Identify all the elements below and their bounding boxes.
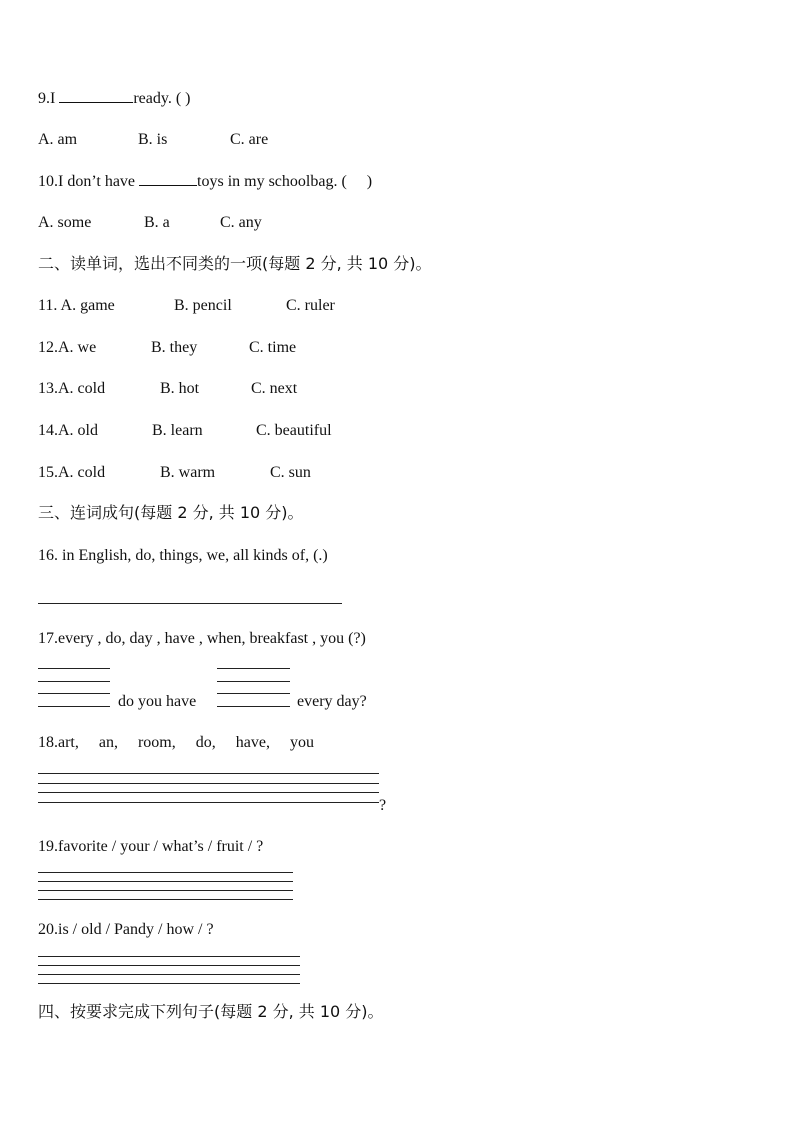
- option-b[interactable]: B. they: [151, 339, 198, 356]
- question-number: 19.: [38, 838, 58, 855]
- question-number: 11.: [38, 297, 58, 314]
- answer-line[interactable]: [38, 792, 379, 793]
- option-b[interactable]: B. a: [144, 214, 170, 231]
- question-14: [38, 421, 98, 441]
- option-a[interactable]: A. am: [38, 131, 78, 148]
- question-text-post: toys in my schoolbag. ( ): [197, 173, 373, 190]
- question-number: 17.: [38, 630, 58, 647]
- question-number: 15.: [38, 464, 58, 481]
- section-3-heading: 三、连词成句(每题 2 分, 共 10 分)。: [38, 503, 304, 522]
- question-number: 10.: [38, 173, 58, 190]
- option-a[interactable]: A. some: [38, 214, 92, 231]
- question-text-pre: I don’t have: [58, 173, 136, 190]
- question-number: 12.: [38, 339, 58, 356]
- question-9: [38, 88, 190, 109]
- option-a[interactable]: A. cold: [58, 380, 106, 397]
- question-16: [38, 546, 328, 566]
- question-number: 20.: [38, 921, 58, 938]
- answer-line[interactable]: [38, 802, 379, 803]
- section-4-heading: 四、按要求完成下列句子(每题 2 分, 共 10 分)。: [38, 1002, 384, 1021]
- question-18: [38, 733, 314, 753]
- option-a[interactable]: A. old: [58, 422, 98, 439]
- answer-line[interactable]: [38, 881, 293, 882]
- answer-line[interactable]: [38, 773, 379, 774]
- answer-line[interactable]: [217, 681, 290, 682]
- sentence-end: every day?: [297, 693, 367, 710]
- answer-line[interactable]: [38, 983, 300, 984]
- answer-line[interactable]: [38, 974, 300, 975]
- option-b[interactable]: B. is: [138, 131, 168, 148]
- option-c[interactable]: C. next: [251, 380, 298, 397]
- question-text: is / old / Pandy / how / ?: [58, 921, 214, 938]
- question-19: [38, 837, 263, 857]
- question-11: [38, 296, 115, 316]
- answer-line[interactable]: [38, 706, 110, 707]
- option-b[interactable]: B. pencil: [174, 297, 232, 314]
- option-a[interactable]: A. we: [58, 339, 97, 356]
- question-text: every , do, day , have , when, breakfast , you (?): [58, 630, 366, 647]
- question-20: [38, 920, 214, 940]
- answer-line[interactable]: [217, 668, 290, 669]
- question-text-post: ready. ( ): [133, 90, 191, 107]
- question-mark: ?: [379, 797, 387, 814]
- sentence-middle: do you have: [118, 693, 197, 710]
- question-number: 14.: [38, 422, 58, 439]
- option-c[interactable]: C. beautiful: [256, 422, 332, 439]
- question-10: [38, 171, 372, 192]
- option-c[interactable]: C. ruler: [286, 297, 335, 314]
- option-a[interactable]: A. game: [60, 297, 115, 314]
- option-a[interactable]: A. cold: [58, 464, 106, 481]
- question-number: 13.: [38, 380, 58, 397]
- answer-blank[interactable]: [139, 171, 197, 186]
- question-15: [38, 463, 105, 483]
- option-c[interactable]: C. are: [230, 131, 269, 148]
- option-c[interactable]: C. time: [249, 339, 297, 356]
- question-13: [38, 379, 105, 399]
- question-number: 16.: [38, 547, 58, 564]
- answer-line[interactable]: [38, 603, 342, 604]
- option-b[interactable]: B. warm: [160, 464, 216, 481]
- answer-line[interactable]: [38, 872, 293, 873]
- option-c[interactable]: C. any: [220, 214, 262, 231]
- question-number: 18.: [38, 734, 58, 751]
- answer-line[interactable]: [38, 668, 110, 669]
- answer-line[interactable]: [38, 693, 110, 694]
- answer-line[interactable]: [38, 956, 300, 957]
- answer-line[interactable]: [217, 706, 290, 707]
- question-17: [38, 629, 366, 649]
- question-text: art, an, room, do, have, you: [58, 734, 314, 751]
- answer-line[interactable]: [38, 783, 379, 784]
- option-c[interactable]: C. sun: [270, 464, 311, 481]
- question-12: [38, 338, 96, 358]
- question-text: in English, do, things, we, all kinds of, (.): [62, 547, 328, 564]
- option-b[interactable]: B. hot: [160, 380, 200, 397]
- section-2-heading: 二、读单词，选出不同类的一项(每题 2 分, 共 10 分)。: [38, 254, 432, 273]
- question-number: 9.: [38, 90, 50, 107]
- answer-blank[interactable]: [59, 88, 133, 103]
- answer-line[interactable]: [38, 899, 293, 900]
- answer-line[interactable]: [38, 681, 110, 682]
- answer-line[interactable]: [38, 890, 293, 891]
- answer-line[interactable]: [38, 965, 300, 966]
- option-b[interactable]: B. learn: [152, 422, 203, 439]
- question-text: favorite / your / what’s / fruit / ?: [58, 838, 264, 855]
- answer-line[interactable]: [217, 693, 290, 694]
- question-text-pre: I: [50, 90, 56, 107]
